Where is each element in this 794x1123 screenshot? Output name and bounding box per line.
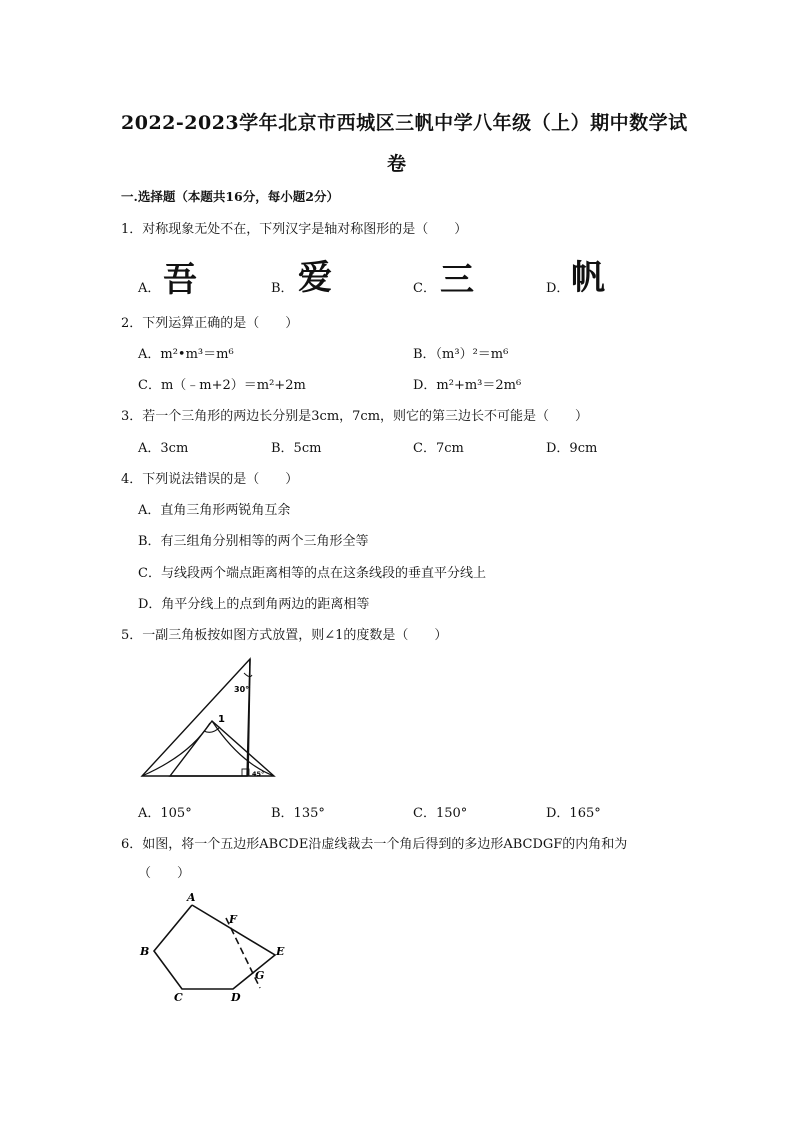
label-e: E: [276, 945, 285, 958]
question-6-stem: 6．如图，将一个五边形ABCDE沿虚线裁去一个角后得到的多边形ABCDGF的内角和为: [121, 837, 628, 852]
label-a: A: [187, 891, 196, 904]
question-3-stem: 3．若一个三角形的两边长分别是3cm，7cm，则它的第三边长不可能是（ ）: [121, 409, 589, 424]
q1-option-a-char: 吾: [163, 260, 197, 300]
question-5-stem: 5．一副三角板按如图方式放置，则∠1的度数是（ ）: [121, 628, 448, 643]
q2-option-a: A．m²•m³＝m⁶: [138, 347, 234, 362]
q1-option-d-label: D．: [546, 281, 570, 296]
label-d: D: [231, 991, 241, 1004]
question-2-stem: 2．下列运算正确的是（ ）: [121, 316, 299, 331]
label-45-degrees: 45°: [252, 770, 265, 778]
label-b: B: [140, 945, 150, 958]
q1-option-b-char: 爱: [298, 258, 332, 298]
q3-option-d: D．9cm: [546, 441, 598, 456]
q2-option-c: C．m（﹣m+2）＝m²+2m: [138, 378, 306, 393]
label-f: F: [229, 913, 237, 926]
q1-option-b-label: B．: [271, 281, 294, 296]
q1-option-c-label: C．: [413, 281, 436, 296]
q1-option-a-label: A．: [138, 281, 161, 296]
page-title: 2022-2023学年北京市西城区三帆中学八年级（上）期中数学试: [121, 112, 688, 134]
question-6-answer-paren: （ ）: [138, 866, 191, 881]
q3-option-a: A．3cm: [138, 441, 189, 456]
q5-option-d: D．165°: [546, 806, 601, 821]
question-4-stem: 4．下列说法错误的是（ ）: [121, 472, 299, 487]
q5-option-c: C．150°: [413, 806, 468, 821]
label-30-degrees: 30°: [234, 685, 250, 694]
q4-option-b: B．有三组角分别相等的两个三角形全等: [138, 534, 369, 549]
q1-option-d-char: 帆: [571, 258, 605, 298]
label-g: G: [255, 969, 265, 982]
q2-option-b: B．（m³）²＝m⁶: [413, 347, 509, 362]
label-angle-1: 1: [218, 714, 225, 725]
q4-option-a: A．直角三角形两锐角互余: [138, 503, 291, 518]
q3-option-b: B．5cm: [271, 441, 322, 456]
label-c: C: [174, 991, 183, 1004]
q4-option-d: D．角平分线上的点到角两边的距离相等: [138, 597, 370, 612]
question-1-stem: 1．对称现象无处不在，下列汉字是轴对称图形的是（ ）: [121, 222, 468, 237]
q2-option-d: D．m²+m³＝2m⁶: [413, 378, 522, 393]
set-square-figure: [140, 655, 280, 780]
triangle-30-60: [142, 659, 250, 776]
q5-option-a: A．105°: [138, 806, 192, 821]
q5-option-b: B．135°: [271, 806, 325, 821]
q1-option-c-char: 三: [440, 260, 474, 300]
q4-option-c: C．与线段两个端点距离相等的点在这条线段的垂直平分线上: [138, 566, 486, 581]
pentagon-figure: [130, 888, 300, 1013]
angle-30-arc: [244, 673, 252, 677]
page-title-continued: 卷: [387, 153, 407, 175]
section-heading: 一.选择题（本题共16分，每小题2分）: [121, 189, 339, 204]
q3-option-c: C．7cm: [413, 441, 464, 456]
